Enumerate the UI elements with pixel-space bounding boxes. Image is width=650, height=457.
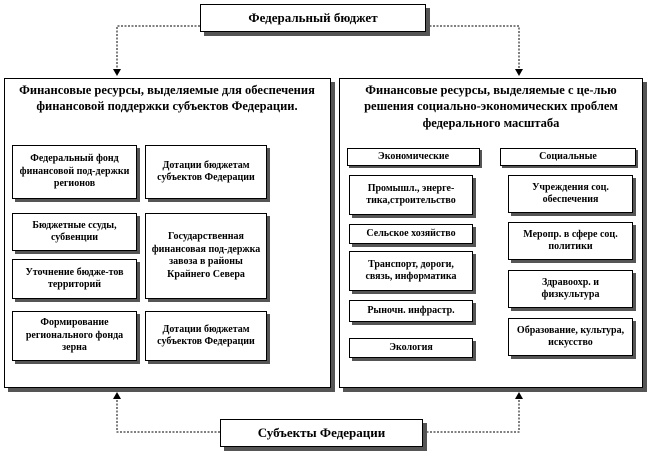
federation-subjects-label: Субъекты Федерации (257, 424, 386, 440)
left-item-budget-clarify: Уточнение бюдже-тов территорий (12, 259, 137, 299)
social-item-policy: Меропр. в сфере соц. политики (508, 222, 633, 260)
federation-subjects-box (220, 419, 423, 447)
left-item-loans: Бюджетные ссуды, субвенции (12, 213, 137, 251)
left-item-dotations-1: Дотации бюджетам субъектов Федерации (145, 145, 267, 199)
economic-item-market: Рыночн. инфрастр. (349, 300, 473, 322)
federal-budget-box (200, 4, 426, 32)
arrow-bottom-left (117, 393, 220, 432)
economic-item-agriculture: Сельское хозяйство (349, 224, 473, 244)
left-panel-title: Финансовые ресурсы, выделяемые для обеспечения финансовой поддержки субъектов Федерации. (19, 83, 315, 114)
social-item-health: Здравоохр. и физкультура (508, 270, 633, 308)
social-item-institutions: Учреждения соц. обеспечения (508, 175, 633, 213)
arrow-top-right (426, 26, 519, 75)
left-item-grain-fund: Формирование регионального фонда зерна (12, 311, 137, 361)
economic-item-ecology: Экология (349, 338, 473, 358)
social-header: Социальные (500, 148, 636, 166)
right-panel-title: Финансовые ресурсы, выделяемые с це-лью решения социально-экономических проблем федерального масштаба (364, 83, 618, 130)
economic-header: Экономические (347, 148, 480, 166)
arrow-bottom-right (423, 393, 519, 432)
left-item-dotations-2: Дотации бюджетам субъектов Федерации (145, 311, 267, 361)
arrow-top-left (117, 26, 200, 75)
economic-item-industry: Промышл., энерге-тика,строительство (349, 175, 473, 215)
federal-budget-label: Федеральный бюджет (248, 9, 378, 25)
left-item-north-support: Государственная финансовая под-держка завоза в районы Крайнего Севера (145, 213, 267, 299)
left-item-federal-fund: Федеральный фонд финансовой под-держки регионов (12, 145, 137, 199)
social-item-education: Образование, культура, искусство (508, 318, 633, 356)
economic-item-transport: Транспорт, дороги, связь, информатика (349, 251, 473, 291)
